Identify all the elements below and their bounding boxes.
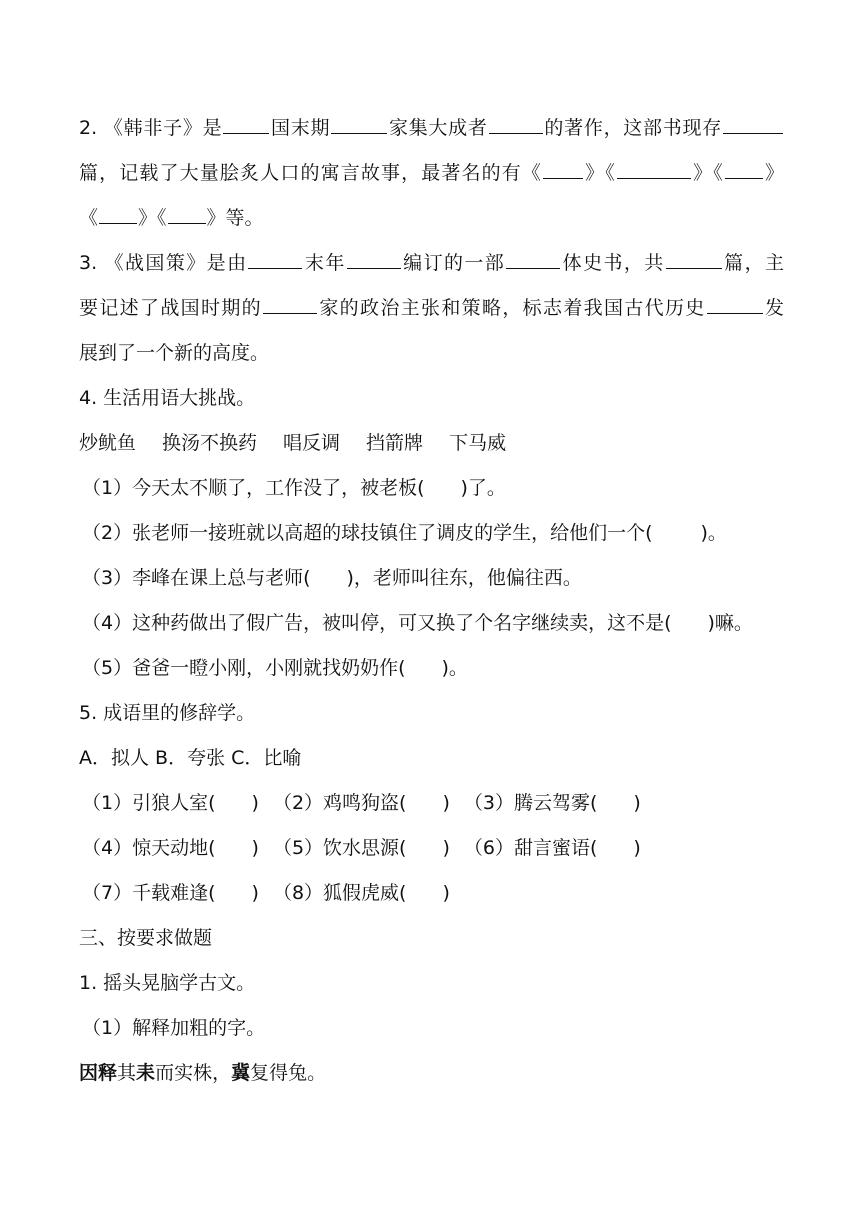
option-word: 炒鱿鱼	[79, 432, 137, 454]
q2-text: 》《	[584, 162, 616, 184]
q4-item-3	[82, 563, 787, 593]
q3-text: 篇，主	[722, 252, 784, 274]
q2-line-1	[79, 113, 784, 143]
item-text: （4）这种药做出了假广告，被叫停，可又换了个名字继续卖，这不是(	[82, 612, 672, 634]
classical-sentence	[79, 1058, 784, 1088]
idiom-text: )	[251, 792, 259, 814]
q4-options	[79, 428, 784, 458]
q5-title: 5. 成语里的修辞学。	[79, 702, 256, 724]
idiom-text: )	[633, 792, 641, 814]
q2-text: 家集大成者	[388, 117, 488, 139]
idiom-text: )	[251, 882, 259, 904]
fill-blank[interactable]	[248, 248, 302, 269]
item-text: )了。	[460, 477, 506, 499]
q3-text: 体史书，共	[561, 252, 665, 274]
q5-row-3	[82, 878, 787, 908]
fill-blank[interactable]	[168, 203, 206, 224]
q5-options: A．拟人 B．夸张 C．比喻	[79, 747, 302, 769]
idiom-text: （7）千载难逢(	[82, 882, 216, 904]
item-text: )。	[700, 522, 727, 544]
option-word: 挡箭牌	[366, 432, 424, 454]
idiom-text: （2）鸡鸣狗盗(	[272, 792, 407, 814]
sentence-text: 其	[117, 1062, 137, 1084]
bold-char: 耒	[136, 1062, 156, 1084]
idiom-text: （1）引狼人室(	[82, 792, 216, 814]
option-word: 换汤不换药	[162, 432, 258, 454]
section-3-q1: 1. 摇头晃脑学古文。	[79, 972, 256, 994]
q2-text: 》《	[691, 162, 724, 184]
q4-item-4	[82, 608, 787, 638]
fill-blank[interactable]	[506, 248, 560, 269]
sentence-text: 而实株，	[155, 1062, 232, 1084]
q2-text: 2. 《韩非子》是	[79, 117, 223, 139]
q3-text: 编订的一部	[401, 252, 506, 274]
q2-text: 》等。	[206, 207, 264, 229]
q5-row-2	[82, 833, 787, 863]
item-text: （5）爸爸一瞪小刚，小刚就找奶奶作(	[82, 657, 406, 679]
q2-text: 《	[79, 207, 99, 229]
q5-row-1	[82, 788, 787, 818]
q3-text: 家的政治主张和策略，标志着我国古代历史	[318, 297, 706, 319]
q2-line-3	[79, 203, 784, 233]
q3-text: 3. 《战国策》是由	[79, 252, 248, 274]
fill-blank[interactable]	[617, 158, 691, 179]
idiom-text: （4）惊天动地(	[82, 837, 216, 859]
q4-item-2	[82, 518, 787, 548]
idiom-text: （6）甜言蜜语(	[463, 837, 598, 859]
q3-line-1	[79, 248, 784, 278]
idiom-text: )	[633, 837, 641, 859]
fill-blank[interactable]	[666, 248, 722, 269]
idiom-text: )	[442, 837, 450, 859]
fill-blank[interactable]	[331, 113, 387, 134]
item-text: （3）李峰在课上总与老师(	[82, 567, 311, 589]
bold-char: 释	[98, 1062, 118, 1084]
sentence-text: 复得兔。	[250, 1062, 327, 1084]
bold-char: 冀	[231, 1062, 251, 1084]
fill-blank[interactable]	[489, 113, 543, 134]
option-word: 唱反调	[283, 432, 341, 454]
q2-text: 》	[763, 162, 784, 184]
fill-blank[interactable]	[725, 158, 763, 179]
section-3-title: 三、按要求做题	[79, 927, 213, 949]
fill-blank[interactable]	[99, 203, 137, 224]
idiom-text: )	[442, 792, 450, 814]
fill-blank[interactable]	[723, 113, 783, 134]
q3-line-3: 展到了一个新的高度。	[79, 342, 270, 364]
q4-item-5	[82, 653, 787, 683]
q2-text: 国末期	[270, 117, 331, 139]
q2-line-2	[79, 158, 784, 188]
item-text: )嘛。	[707, 612, 753, 634]
item-text: （2）张老师一接班就以高超的球技镇住了调皮的学生，给他们一个(	[82, 522, 653, 544]
item-text: )。	[441, 657, 468, 679]
q2-text: 》《	[138, 207, 167, 229]
fill-blank[interactable]	[223, 113, 269, 134]
q3-text: 末年	[303, 252, 346, 274]
fill-blank[interactable]	[263, 293, 317, 314]
bold-char: 因	[79, 1062, 99, 1084]
fill-blank[interactable]	[707, 293, 763, 314]
idiom-text: （8）狐假虎威(	[272, 882, 407, 904]
q3-text: 发	[763, 297, 784, 319]
fill-blank[interactable]	[347, 248, 401, 269]
idiom-text: )	[442, 882, 450, 904]
q4-item-1	[82, 473, 787, 503]
idiom-text: （3）腾云驾雾(	[463, 792, 598, 814]
q3-text: 要记述了战国时期的	[79, 297, 262, 319]
idiom-text: （5）饮水思源(	[272, 837, 407, 859]
idiom-text: )	[251, 837, 259, 859]
q4-title: 4. 生活用语大挑战。	[79, 387, 256, 409]
q2-text: 篇，记载了大量脍炙人口的寓言故事，最著名的有《	[79, 162, 543, 184]
item-text: （1）今天太不顺了，工作没了，被老板(	[82, 477, 425, 499]
item-text: )，老师叫往东，他偏往西。	[346, 567, 582, 589]
section-3-sub1: （1）解释加粗的字。	[82, 1017, 266, 1039]
q3-line-2	[79, 293, 784, 323]
fill-blank[interactable]	[543, 158, 583, 179]
q2-text: 的著作，这部书现存	[543, 117, 722, 139]
option-word: 下马威	[449, 432, 507, 454]
